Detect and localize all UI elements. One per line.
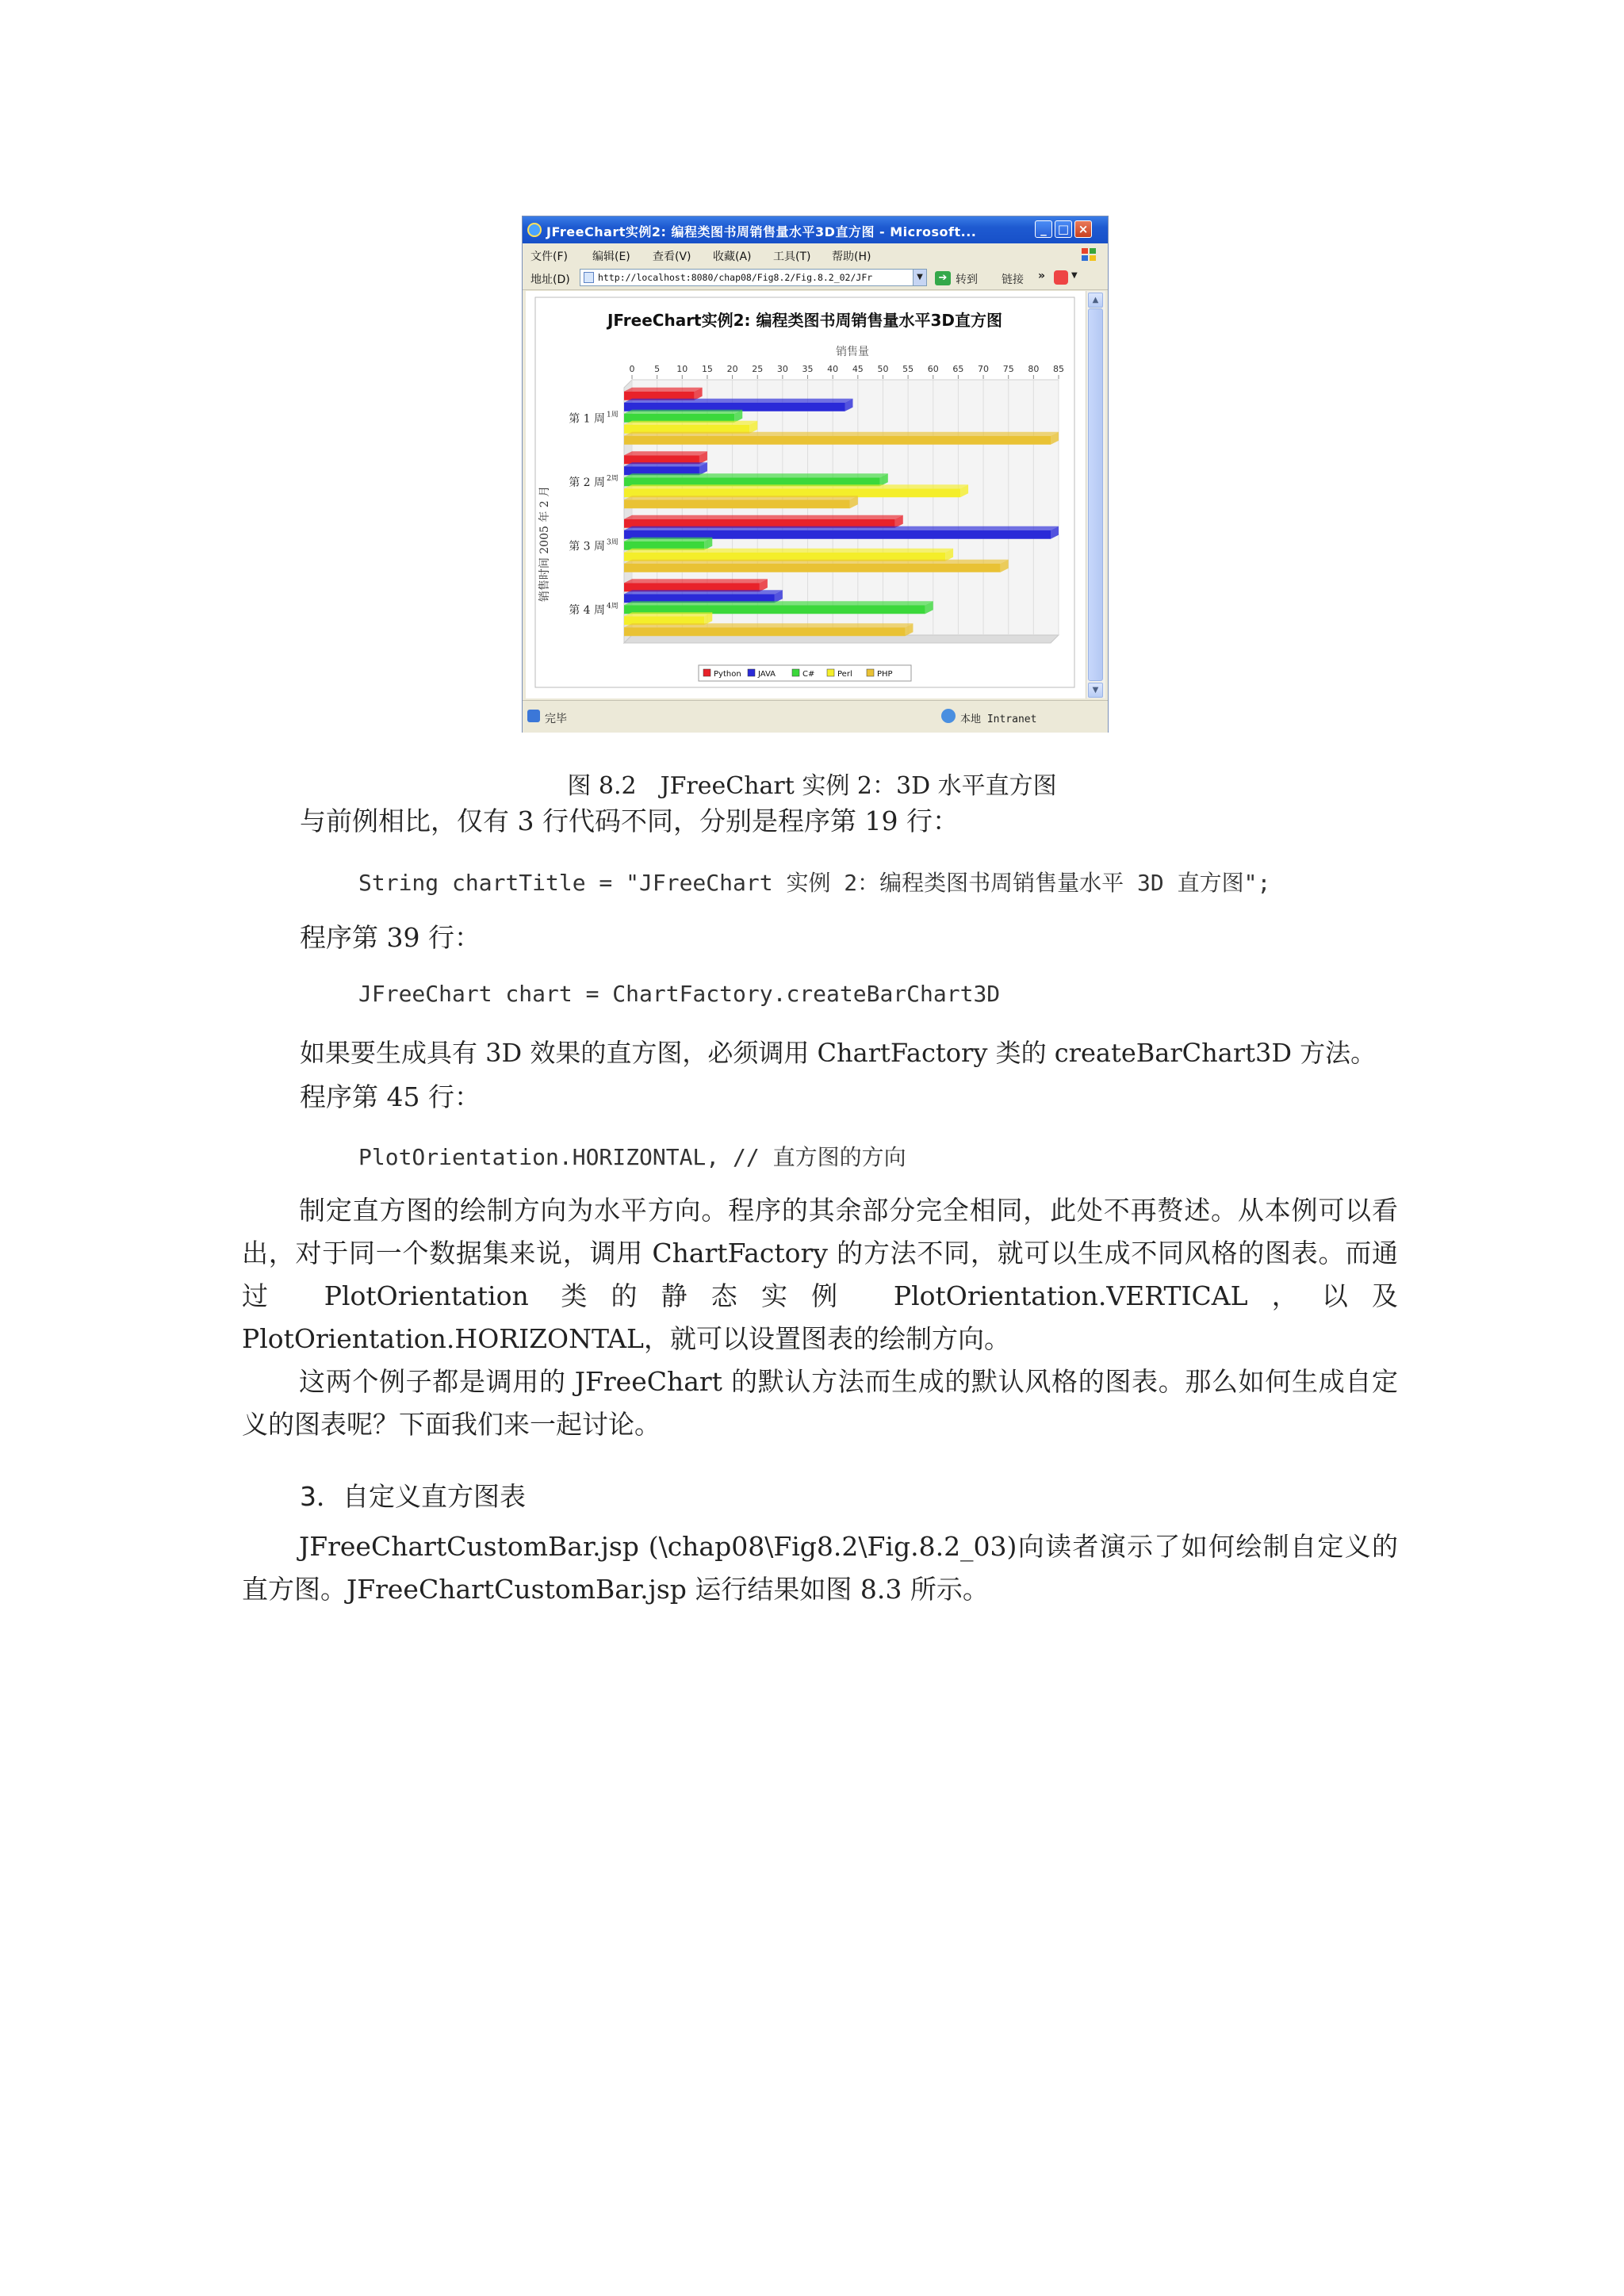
bar [624,436,1051,445]
bar-top-face [624,549,953,553]
scroll-down-icon[interactable]: ▼ [1088,683,1103,698]
legend-label: PHP [877,670,893,679]
bar-top-face [624,473,888,477]
x-tick-label: 15 [701,364,713,374]
bar-top-face [624,399,852,403]
toolbar-extra-icon[interactable] [1054,270,1068,285]
menu-view[interactable]: 查看(V) [653,251,691,263]
bar-top-face [624,388,703,392]
x-tick-label: 30 [776,364,788,374]
bar-top-face [624,612,712,616]
paragraph: 程序第 39 行： [300,922,481,953]
x-tick-label: 0 [629,364,635,374]
scroll-up-icon[interactable]: ▲ [1088,293,1103,308]
paragraph: 这两个例子都是调用的 JFreeChart 的默认方法而生成的默认风格的图表。那么如何生成自定义的图表呢？下面我们来一起讨论。 [242,1366,1398,1440]
legend-swatch [703,669,710,676]
bar [624,499,850,508]
code-line: JFreeChart chart = ChartFactory.createBarChart3D [358,981,1001,1007]
paragraph: 如果要生成具有 3D 效果的直方图，必须调用 ChartFactory 类的 createBarChart3D 方法。 [300,1038,1377,1068]
page-viewport [526,291,1086,698]
bar-top-face [624,515,903,519]
legend-label: Python [714,670,741,679]
security-zone: 本地 Intranet [960,714,1037,725]
paragraph: JFreeChartCustomBar.jsp (\chap08\Fig8.2\Fig.8.2_03)向读者演示了如何绘制自定义的直方图。JFreeChartCustomBar.jsp 运行结果如图 8.3 所示。 [242,1531,1398,1605]
window-title: JFreeChart实例2: 编程类图书周销售量水平3D直方图 - Microsoft... [546,224,977,239]
category-mark-label: 1周 [607,411,619,419]
address-input[interactable] [580,269,927,286]
category-mark-label: 3周 [607,538,619,547]
go-arrow-icon[interactable]: ➔ [935,271,951,285]
category-label: 第 1 周 [569,412,605,426]
scroll-thumb[interactable] [1088,308,1103,681]
plot-area [569,364,1064,643]
page-icon [584,272,594,283]
paragraph: 与前例相比，仅有 3 行代码不同，分别是程序第 19 行： [300,806,959,836]
bar-top-face [624,590,783,594]
close-button[interactable]: × [1074,220,1092,238]
bar-chart-3d [526,291,1086,698]
status-bar [523,700,1108,733]
x-tick-label: 70 [978,364,990,374]
legend-swatch [792,669,799,676]
bar-top-face [624,496,858,499]
x-tick-label: 35 [802,364,814,374]
address-dropdown-icon[interactable]: ▼ [913,269,927,286]
plot-floor [624,635,1059,643]
window-titlebar [523,216,1108,243]
bar-top-face [624,538,712,541]
ie-icon [527,223,542,237]
bar-top-face [624,451,707,455]
chart-legend [699,665,911,681]
menu-bar [523,243,1108,266]
x-tick-label: 40 [827,364,839,374]
x-tick-label: 45 [852,364,864,374]
legend-swatch [827,669,834,676]
toolbar-extra-dropdown-icon[interactable]: ▼ [1071,271,1078,280]
y-axis-label: 销售时间 2005 年 2 月 [538,485,551,603]
vertical-scrollbar[interactable] [1086,291,1105,698]
windows-logo-icon [1081,247,1097,262]
maximize-button[interactable]: □ [1055,220,1072,238]
menu-edit[interactable]: 编辑(E) [592,251,630,263]
section-heading: 3．自定义直方图表 [300,1481,526,1512]
go-button[interactable]: 转到 [956,274,978,286]
x-tick-label: 50 [877,364,889,374]
address-bar [523,266,1108,290]
address-url: http://localhost:8080/chap08/Fig8.2/Fig.8.2_02/JFr [598,272,873,283]
category-label: 第 4 周 [569,603,605,617]
code-line: PlotOrientation.HORIZONTAL, // 直方图的方向 [358,1144,906,1170]
legend-swatch [867,669,874,676]
legend-label: C# [802,670,815,679]
x-tick-label: 75 [1002,364,1014,374]
figure-caption: 图 8.2 JFreeChart 实例 2：3D 水平直方图 [567,772,1057,800]
x-tick-label: 65 [952,364,964,374]
menu-tools[interactable]: 工具(T) [773,251,811,263]
bar-top-face [624,432,1059,436]
chart-title: JFreeChart实例2: 编程类图书周销售量水平3D直方图 [607,311,1003,330]
paragraph: 制定直方图的绘制方向为水平方向。程序的其余部分完全相同，此处不再赘述。从本例可以看出，对于同一个数据集来说，调用 ChartFactory 的方法不同，就可以生成不同风格的图表。而通过 PlotOrientation 类的静态实例 PlotOrientation.VERTICAL，以及 PlotOrientation.HORIZONTAL，就可以设置图表的绘制方向。 [242,1195,1398,1354]
legend-label: Perl [837,670,852,679]
x-tick-label: 55 [902,364,914,374]
bar-top-face [624,421,757,425]
category-label: 第 2 周 [569,476,605,489]
minimize-button[interactable]: _ [1035,220,1052,238]
menu-help[interactable]: 帮助(H) [832,251,871,263]
done-page-icon [527,710,540,722]
x-tick-label: 85 [1053,364,1064,374]
bar-top-face [624,579,768,583]
category-mark-label: 4周 [607,602,619,610]
x-tick-label: 20 [726,364,738,374]
x-axis-label: 销售量 [836,346,869,358]
bar-top-face [624,560,1009,564]
links-more-chevron[interactable]: » [1038,270,1046,282]
links-button[interactable]: 链接 [1002,274,1024,286]
x-tick-label: 5 [654,364,661,374]
category-mark-label: 2周 [607,474,619,483]
address-label: 地址(D) [530,274,570,286]
bar-top-face [624,601,933,605]
bar-top-face [624,526,1059,530]
x-tick-label: 60 [927,364,939,374]
x-tick-label: 25 [752,364,764,374]
bar-top-face [624,484,968,488]
bar-top-face [624,462,707,466]
legend-label: JAVA [758,670,776,679]
status-text: 完毕 [545,713,567,725]
bar [624,564,1001,572]
bar-top-face [624,410,742,414]
x-tick-label: 10 [676,364,688,374]
intranet-zone-icon [941,709,956,723]
code-line: String chartTitle = "JFreeChart 实例 2：编程类图书周销售量水平 3D 直方图"; [358,870,1271,896]
legend-swatch [748,669,755,676]
bar-top-face [624,623,913,627]
browser-window [522,216,1109,733]
category-label: 第 3 周 [569,540,605,553]
paragraph: 程序第 45 行： [300,1081,481,1112]
bar [624,627,905,636]
menu-file[interactable]: 文件(F) [530,251,568,263]
x-tick-label: 80 [1028,364,1040,374]
menu-favorites[interactable]: 收藏(A) [713,251,752,263]
